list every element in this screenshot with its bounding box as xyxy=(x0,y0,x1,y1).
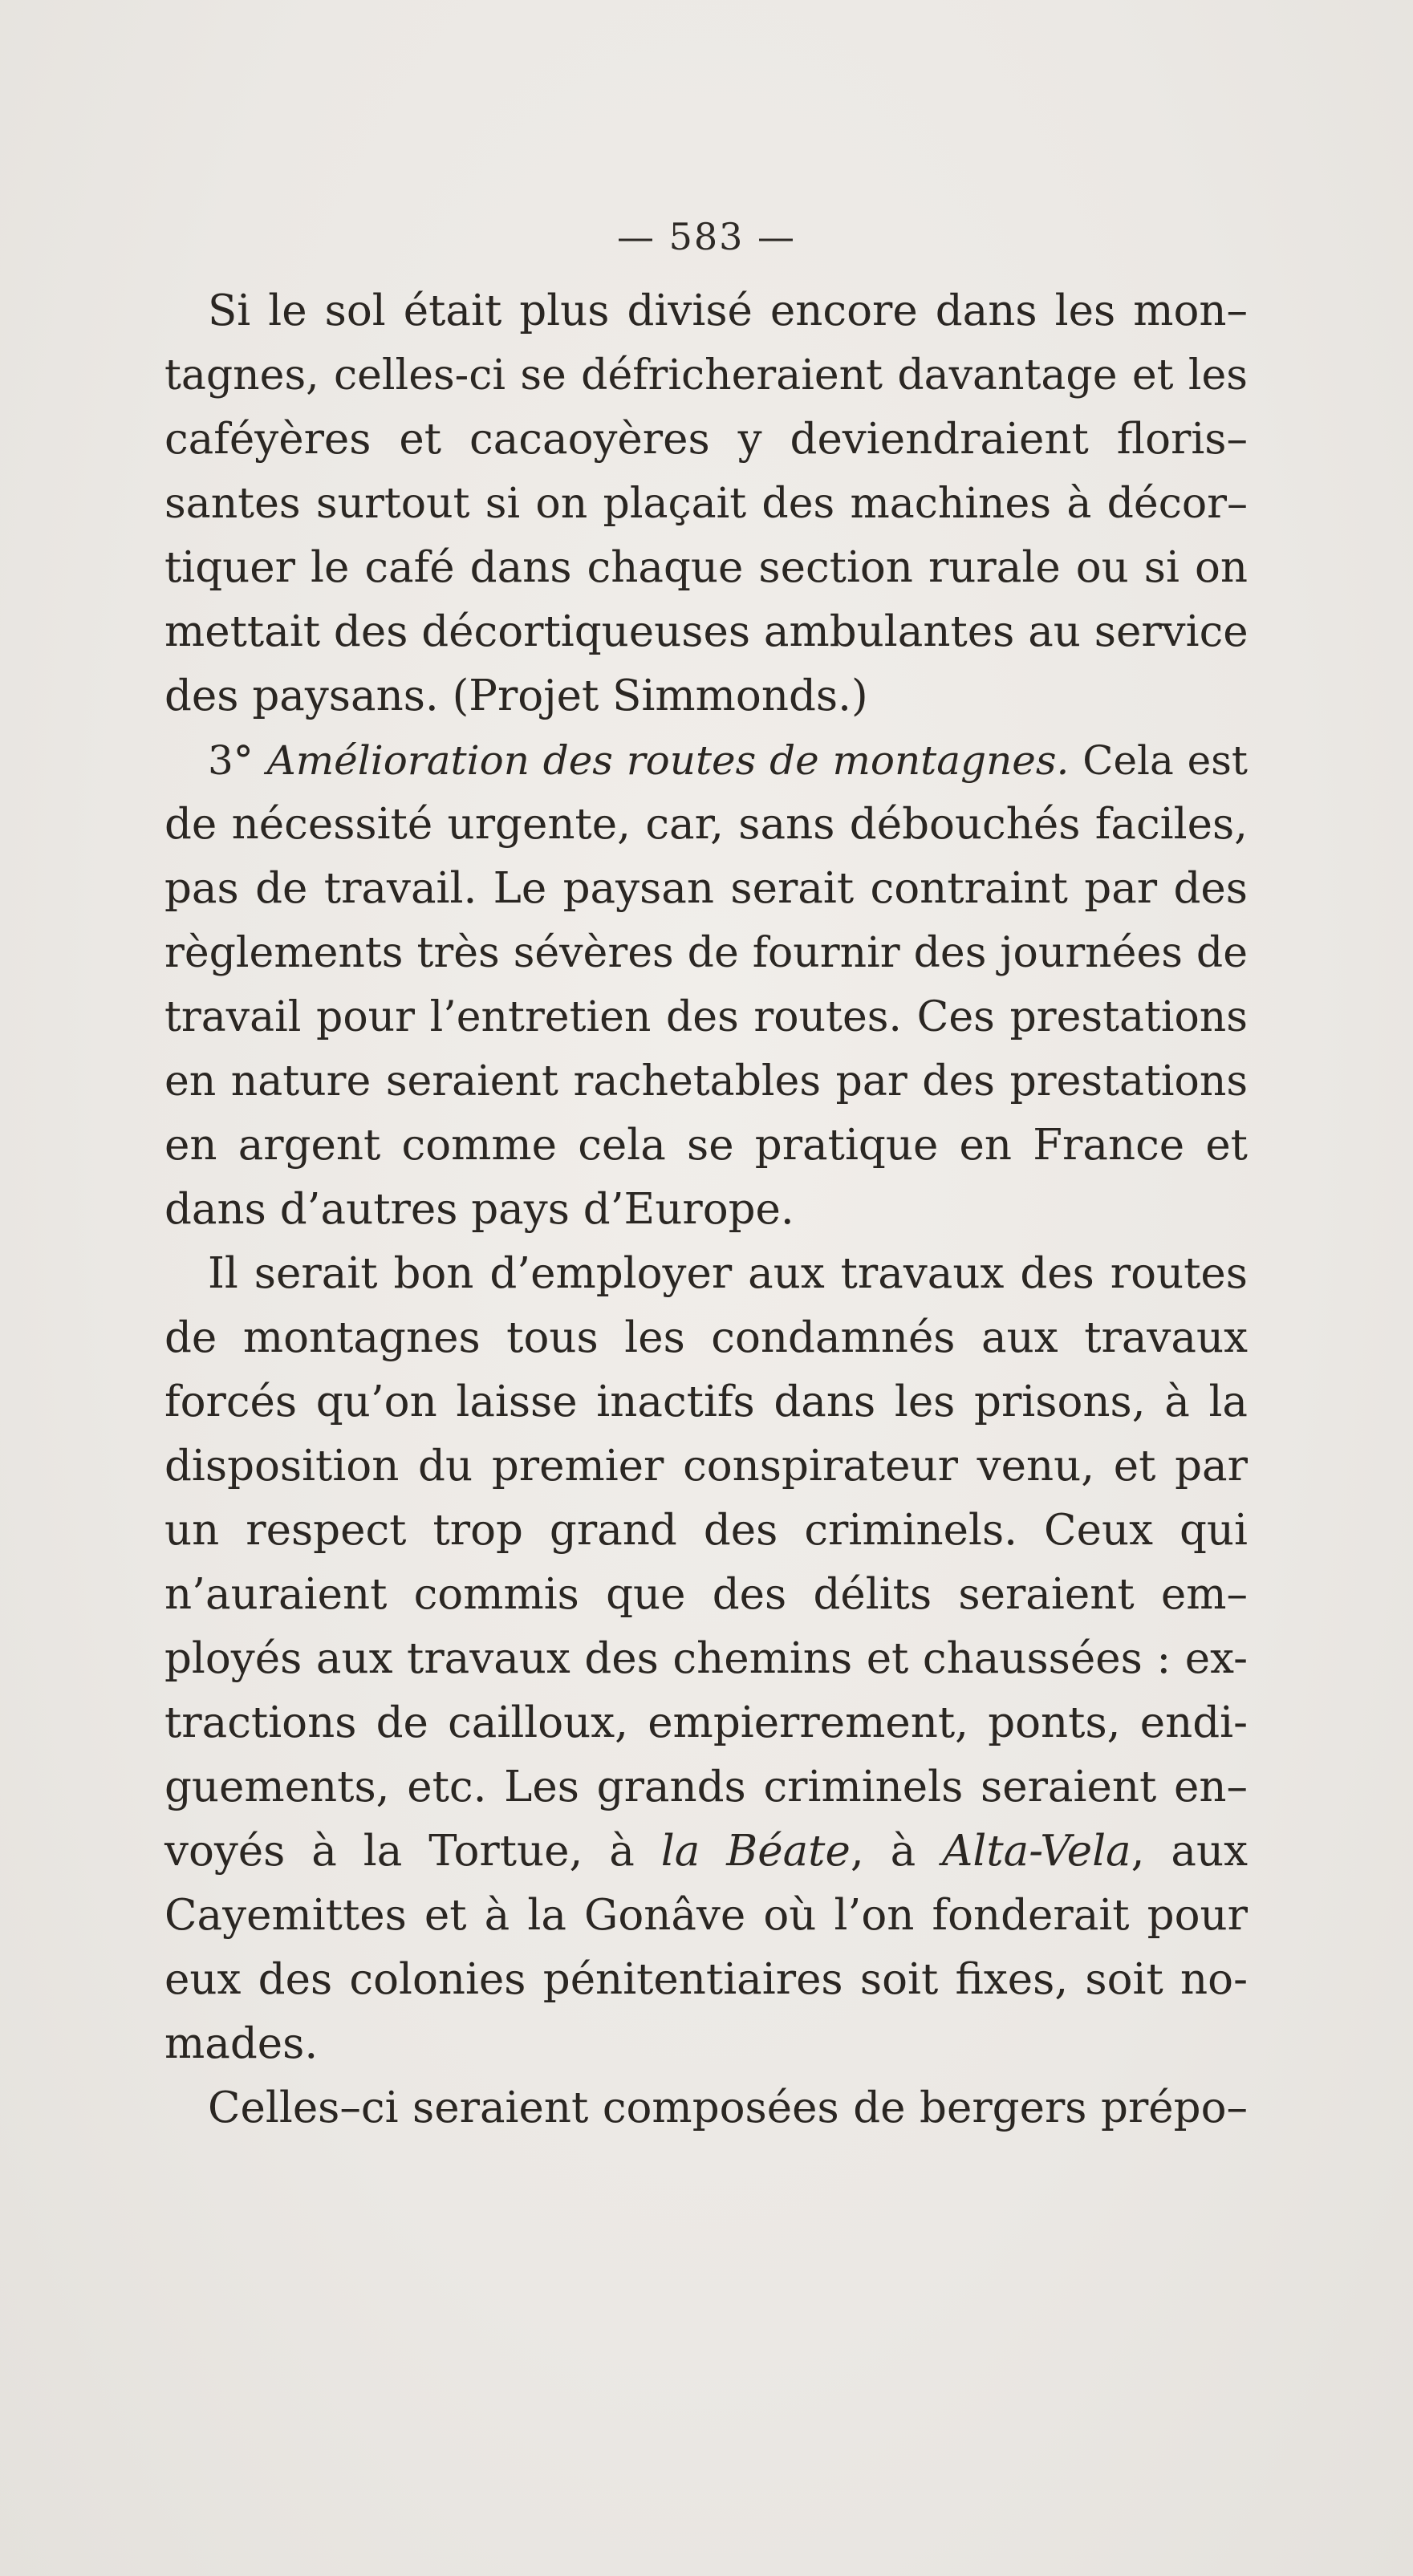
text-line: guements, etc. Les grands criminels seraient en– xyxy=(164,1763,1248,1811)
text-line: Celles–ci seraient composées de bergers prépo– xyxy=(208,2083,1248,2132)
text-line: un respect trop grand des criminels. Ceux qui xyxy=(164,1506,1248,1555)
section-heading: Amélioration des routes de montagnes. xyxy=(266,737,1070,784)
text-line: Cayemittes et à la Gonâve où l’on fonderait pour xyxy=(164,1891,1248,1940)
body-text xyxy=(164,279,1248,2140)
text-line: disposition du premier conspirateur venu, et par xyxy=(164,1442,1248,1491)
text-line: santes surtout si on plaçait des machines à décor– xyxy=(164,480,1248,528)
text-line: forcés qu’on laisse inactifs dans les prisons, à la xyxy=(164,1377,1248,1426)
text-line xyxy=(164,1819,1248,1884)
text-line: ployés aux travaux des chemins et chaussées : ex- xyxy=(164,1634,1248,1683)
text-line: de montagnes tous les condamnés aux travaux xyxy=(164,1313,1248,1362)
text-line: caféyères et cacaoyères y deviendraient floris– xyxy=(164,415,1248,464)
text-line: tractions de cailloux, empierrement, ponts, endi- xyxy=(164,1698,1248,1747)
text-line: n’auraient commis que des délits seraient em– xyxy=(164,1570,1248,1619)
text-line xyxy=(164,728,1248,793)
text-line: mades. xyxy=(164,2019,319,2068)
text-line: règlements très sévères de fournir des journées de xyxy=(164,929,1248,977)
place-name: Alta-Vela xyxy=(942,1827,1131,1876)
text-line: de nécessité urgente, car, sans débouchés faciles, xyxy=(164,800,1248,849)
place-name: la Béate xyxy=(660,1827,851,1876)
text-line: mettait des décortiqueuses ambulantes au service xyxy=(164,607,1249,656)
text-line: des paysans. (Projet Simmonds.) xyxy=(164,671,868,720)
text-line: eux des colonies pénitentiaires soit fixes, soit no- xyxy=(164,1955,1248,2004)
text-line: travail pour l’entretien des routes. Ces prestations xyxy=(164,993,1248,1041)
text-run: voyés à la Tortue, à xyxy=(164,1827,661,1876)
text-run: Cela est xyxy=(1069,737,1248,784)
text-line: Il serait bon d’employer aux travaux des routes xyxy=(208,1249,1248,1298)
text-line: tagnes, celles-ci se défricheraient davantage et les xyxy=(164,351,1248,400)
text-line: dans d’autres pays d’Europe. xyxy=(164,1185,794,1234)
text-line: en nature seraient rachetables par des prestations xyxy=(164,1057,1248,1105)
text-run: , aux xyxy=(1131,1827,1249,1876)
text-line: en argent comme cela se pratique en France et xyxy=(164,1121,1248,1170)
text-run: , à xyxy=(850,1827,943,1876)
text-line: Si le sol était plus divisé encore dans les mon– xyxy=(208,286,1248,335)
text-line: pas de travail. Le paysan serait contraint par des xyxy=(164,864,1248,913)
text-line: tiquer le café dans chaque section rurale ou si on xyxy=(164,543,1248,592)
page-number: — 583 — xyxy=(616,215,797,258)
list-number: 3° xyxy=(208,737,267,784)
